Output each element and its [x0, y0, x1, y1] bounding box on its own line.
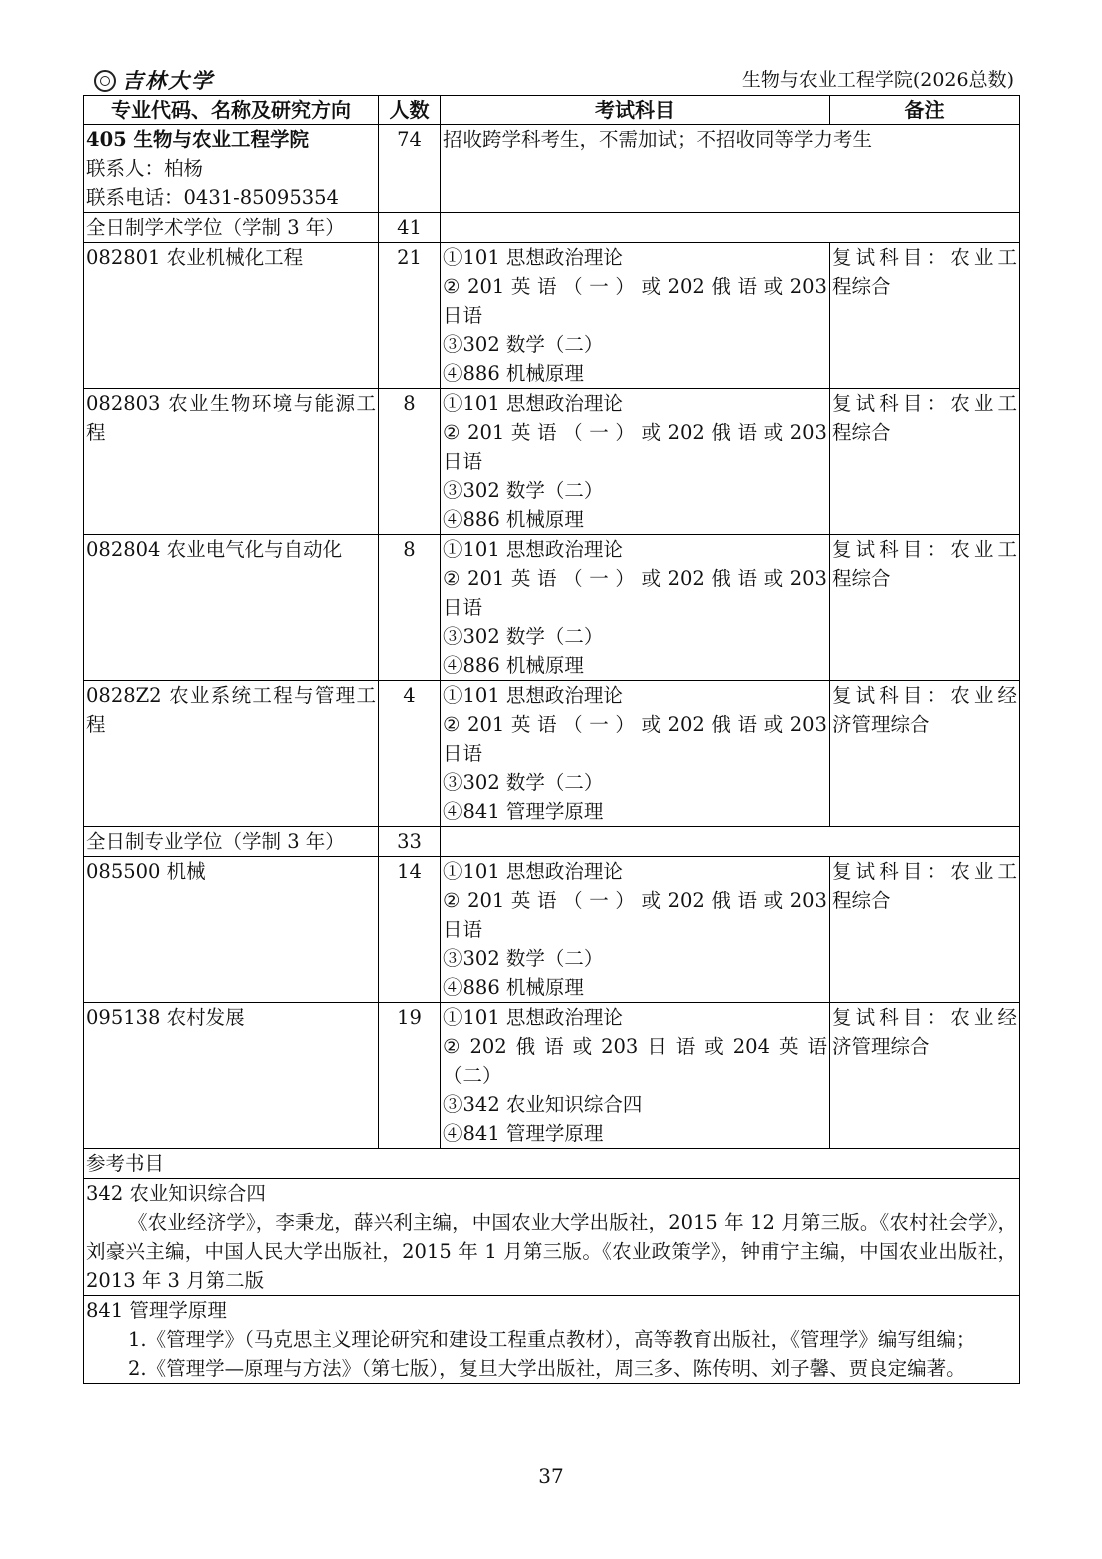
subject-2b: 日语	[443, 918, 483, 941]
remark-line-1: 复 试 科 目 ： 农 业 经	[832, 1006, 1017, 1029]
subject-2a: ② 201 英 语 （ 一 ） 或 202 俄 语 或 203	[443, 713, 827, 736]
major-name: 085500 机械	[84, 857, 379, 1003]
remark-line-1: 复 试 科 目 ： 农 业 工	[832, 246, 1017, 269]
major-name: 082803 农业生物环境与能源工程	[84, 389, 379, 535]
subject-1: ①101 思想政治理论	[443, 538, 623, 561]
references-title: 参考书目	[84, 1149, 1020, 1179]
subject-3: ③302 数学（二）	[443, 625, 604, 648]
group-count: 41	[379, 213, 441, 243]
college-count: 74	[379, 125, 441, 213]
remark-line-1: 复 试 科 目 ： 农 业 工	[832, 538, 1017, 561]
reference-row	[84, 1296, 1020, 1384]
remark-line-2: 济管理综合	[832, 1035, 930, 1058]
subject-2b: 日语	[443, 304, 483, 327]
major-count: 8	[379, 535, 441, 681]
subject-2b: 日语	[443, 596, 483, 619]
college-phone: 联系电话：0431-85095354	[86, 186, 339, 209]
table-row	[84, 1003, 1020, 1149]
exam-subjects	[441, 389, 830, 535]
remarks	[830, 389, 1020, 535]
logo-text: 吉林大学	[122, 68, 214, 93]
admissions-table	[83, 95, 1020, 1384]
group-count: 33	[379, 827, 441, 857]
subject-4: ④841 管理学原理	[443, 1122, 604, 1145]
reference-cell	[84, 1179, 1020, 1296]
university-seal-icon	[94, 70, 116, 92]
major-count: 4	[379, 681, 441, 827]
college-note: 招收跨学科考生，不需加试；不招收同等学力考生	[441, 125, 1020, 213]
remarks	[830, 857, 1020, 1003]
subject-2b: 日语	[443, 742, 483, 765]
col-header-major: 专业代码、名称及研究方向	[84, 96, 379, 125]
group-empty-cell	[441, 827, 1020, 857]
exam-subjects	[441, 243, 830, 389]
subject-3: ③302 数学（二）	[443, 333, 604, 356]
exam-subjects	[441, 681, 830, 827]
subject-2a: ② 201 英 语 （ 一 ） 或 202 俄 语 或 203	[443, 567, 827, 590]
subject-4: ④886 机械原理	[443, 976, 584, 999]
subject-3: ③302 数学（二）	[443, 771, 604, 794]
remark-line-2: 程综合	[832, 421, 891, 444]
subject-1: ①101 思想政治理论	[443, 1006, 623, 1029]
references-title-row	[84, 1149, 1020, 1179]
major-count: 19	[379, 1003, 441, 1149]
remark-line-2: 程综合	[832, 889, 891, 912]
group-name: 全日制专业学位（学制 3 年）	[84, 827, 379, 857]
subject-2a: ② 202 俄 语 或 203 日 语 或 204 英 语	[443, 1035, 827, 1058]
college-info	[84, 125, 379, 213]
subject-3: ③302 数学（二）	[443, 479, 604, 502]
exam-subjects	[441, 535, 830, 681]
remark-line-1: 复 试 科 目 ： 农 业 工	[832, 392, 1017, 415]
reference-body: 《农业经济学》，李秉龙，薛兴利主编，中国农业大学出版社，2015 年 12 月第三版。《农村社会学》，刘豪兴主编，中国人民大学出版社，2015 年 1 月第三版。《农业政策学》，钟甫宁主编，中国农业出版社，2013 年 3 月第二版	[86, 1211, 1017, 1292]
remark-line-1: 复 试 科 目 ： 农 业 经	[832, 684, 1017, 707]
group-row	[84, 213, 1020, 243]
reference-cell	[84, 1296, 1020, 1384]
page-number: 37	[538, 1464, 564, 1488]
group-row	[84, 827, 1020, 857]
major-name: 095138 农村发展	[84, 1003, 379, 1149]
reference-subject: 841 管理学原理	[86, 1299, 227, 1322]
major-count: 8	[379, 389, 441, 535]
major-count: 14	[379, 857, 441, 1003]
reference-line: 1.《管理学》（马克思主义理论研究和建设工程重点教材），高等教育出版社，《管理学》编写组编；	[128, 1328, 976, 1351]
reference-subject: 342 农业知识综合四	[86, 1182, 266, 1205]
remarks	[830, 681, 1020, 827]
subject-4: ④841 管理学原理	[443, 800, 604, 823]
subject-2a: ② 201 英 语 （ 一 ） 或 202 俄 语 或 203	[443, 275, 827, 298]
remarks	[830, 535, 1020, 681]
major-name: 082801 农业机械化工程	[84, 243, 379, 389]
subject-2a: ② 201 英 语 （ 一 ） 或 202 俄 语 或 203	[443, 889, 827, 912]
exam-subjects	[441, 857, 830, 1003]
table-header-row	[84, 96, 1020, 125]
group-name: 全日制学术学位（学制 3 年）	[84, 213, 379, 243]
subject-3: ③302 数学（二）	[443, 947, 604, 970]
subject-1: ①101 思想政治理论	[443, 246, 623, 269]
col-header-count: 人数	[379, 96, 441, 125]
major-name: 082804 农业电气化与自动化	[84, 535, 379, 681]
subject-4: ④886 机械原理	[443, 508, 584, 531]
subject-2b: （二）	[443, 1064, 502, 1087]
subject-4: ④886 机械原理	[443, 654, 584, 677]
group-empty-cell	[441, 213, 1020, 243]
remark-line-2: 程综合	[832, 567, 891, 590]
remark-line-2: 济管理综合	[832, 713, 930, 736]
subject-1: ①101 思想政治理论	[443, 860, 623, 883]
college-contact: 联系人：柏杨	[86, 157, 204, 180]
subject-2b: 日语	[443, 450, 483, 473]
col-header-subjects: 考试科目	[441, 96, 830, 125]
subject-4: ④886 机械原理	[443, 362, 584, 385]
remark-line-2: 程综合	[832, 275, 891, 298]
college-row	[84, 125, 1020, 213]
table-row	[84, 857, 1020, 1003]
subject-2a: ② 201 英 语 （ 一 ） 或 202 俄 语 或 203	[443, 421, 827, 444]
reference-line: 2.《管理学—原理与方法》（第七版），复旦大学出版社，周三多、陈传明、刘子馨、贾良定编著。	[128, 1357, 966, 1380]
remarks	[830, 1003, 1020, 1149]
major-name: 0828Z2 农业系统工程与管理工程	[84, 681, 379, 827]
subject-1: ①101 思想政治理论	[443, 392, 623, 415]
college-name: 405 生物与农业工程学院	[86, 128, 309, 151]
university-logo	[94, 70, 214, 92]
reference-row	[84, 1179, 1020, 1296]
remarks	[830, 243, 1020, 389]
major-count: 21	[379, 243, 441, 389]
table-row	[84, 243, 1020, 389]
subject-3: ③342 农业知识综合四	[443, 1093, 643, 1116]
table-row	[84, 535, 1020, 681]
col-header-notes: 备注	[830, 96, 1020, 125]
table-row	[84, 681, 1020, 827]
header-title: 生物与农业工程学院(2026总数)	[741, 69, 1014, 91]
subject-1: ①101 思想政治理论	[443, 684, 623, 707]
exam-subjects	[441, 1003, 830, 1149]
remark-line-1: 复 试 科 目 ： 农 业 工	[832, 860, 1017, 883]
page-header	[84, 66, 1018, 94]
table-row	[84, 389, 1020, 535]
